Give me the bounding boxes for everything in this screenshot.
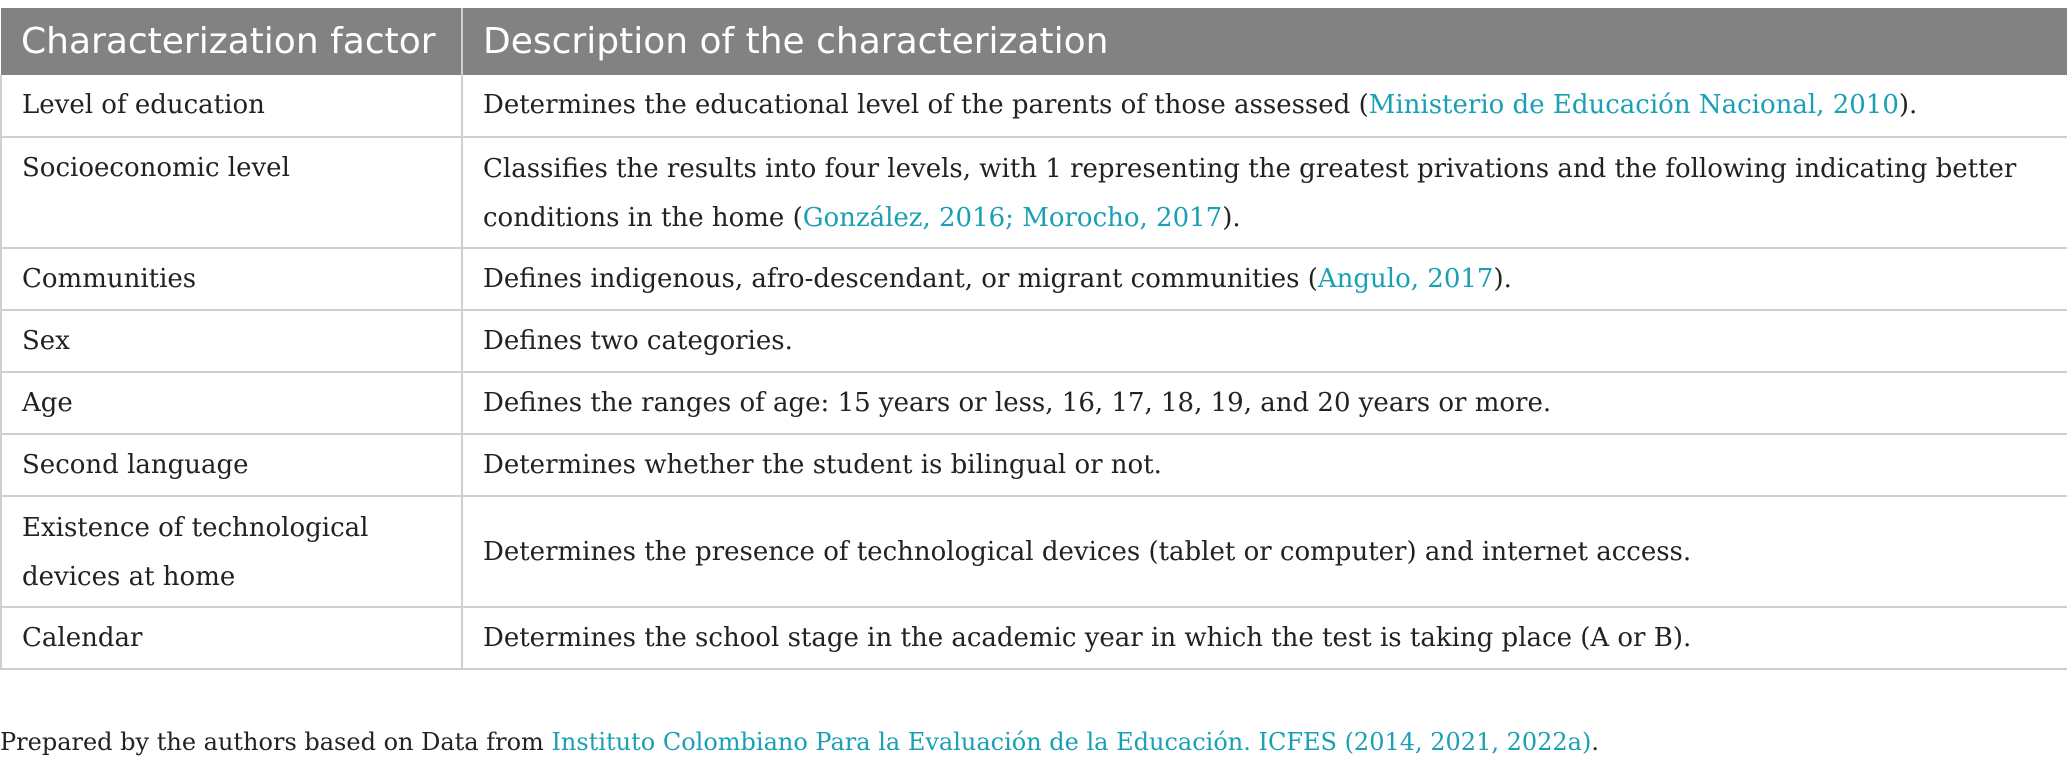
description-cell: Defines the ranges of age: 15 years or less, 16, 17, 18, 19, and 20 years or more. [462, 372, 2067, 434]
description-cell: Determines the presence of technological devices (tablet or computer) and internet access. [462, 496, 2067, 607]
table-header [1, 8, 2067, 75]
factor-cell: Socioeconomic level [1, 137, 462, 248]
header-row [1, 8, 2067, 75]
table-row [1, 434, 2067, 496]
table-row [1, 248, 2067, 310]
table-row [1, 372, 2067, 434]
table-row [1, 496, 2067, 607]
footnote-citation-link[interactable]: Instituto Colombiano Para la Evaluación de la Educación. ICFES (2014, 2021, 2022a) [551, 728, 1592, 756]
header-factor: Characterization factor [1, 8, 462, 75]
table-row [1, 607, 2067, 669]
table-footnote [0, 728, 1599, 756]
citation-link[interactable]: Ministerio de Educación Nacional, 2010 [1368, 90, 1899, 120]
description-text: Determines the educational level of the parents of those assessed ( [483, 90, 1369, 120]
factor-cell: Existence of technological devices at home [1, 496, 462, 607]
factor-cell: Calendar [1, 607, 462, 669]
table-row [1, 137, 2067, 248]
footnote-text: Prepared by the authors based on Data from [0, 728, 552, 756]
table-body [1, 75, 2067, 669]
characterization-table-container [0, 8, 2067, 670]
description-cell [462, 137, 2067, 248]
factor-cell: Second language [1, 434, 462, 496]
factor-cell: Sex [1, 310, 462, 372]
description-text: Defines indigenous, afro-descendant, or migrant communities ( [483, 263, 1318, 294]
citation-link[interactable]: Angulo, 2017 [1317, 263, 1494, 294]
description-text: Classifies the results into four levels, with 1 representing the greatest privations and the following indicating better conditions in the home ( [483, 153, 2017, 233]
description-cell [462, 248, 2067, 310]
footnote-text-end: . [1591, 728, 1599, 756]
header-description: Description of the characterization [462, 8, 2067, 75]
table-row [1, 75, 2067, 137]
description-text-end: ). [1493, 263, 1512, 294]
factor-cell: Communities [1, 248, 462, 310]
factor-cell: Level of education [1, 75, 462, 137]
description-text-end: ). [1898, 90, 1918, 120]
description-cell: Determines the school stage in the academic year in which the test is taking place (A or B). [462, 607, 2067, 669]
description-text-end: ). [1222, 202, 1241, 233]
citation-link[interactable]: González, 2016; Morocho, 2017 [802, 202, 1223, 233]
description-cell: Determines whether the student is bilingual or not. [462, 434, 2067, 496]
characterization-table [0, 8, 2067, 670]
factor-cell: Age [1, 372, 462, 434]
description-cell [462, 75, 2067, 137]
table-row [1, 310, 2067, 372]
description-cell: Defines two categories. [462, 310, 2067, 372]
